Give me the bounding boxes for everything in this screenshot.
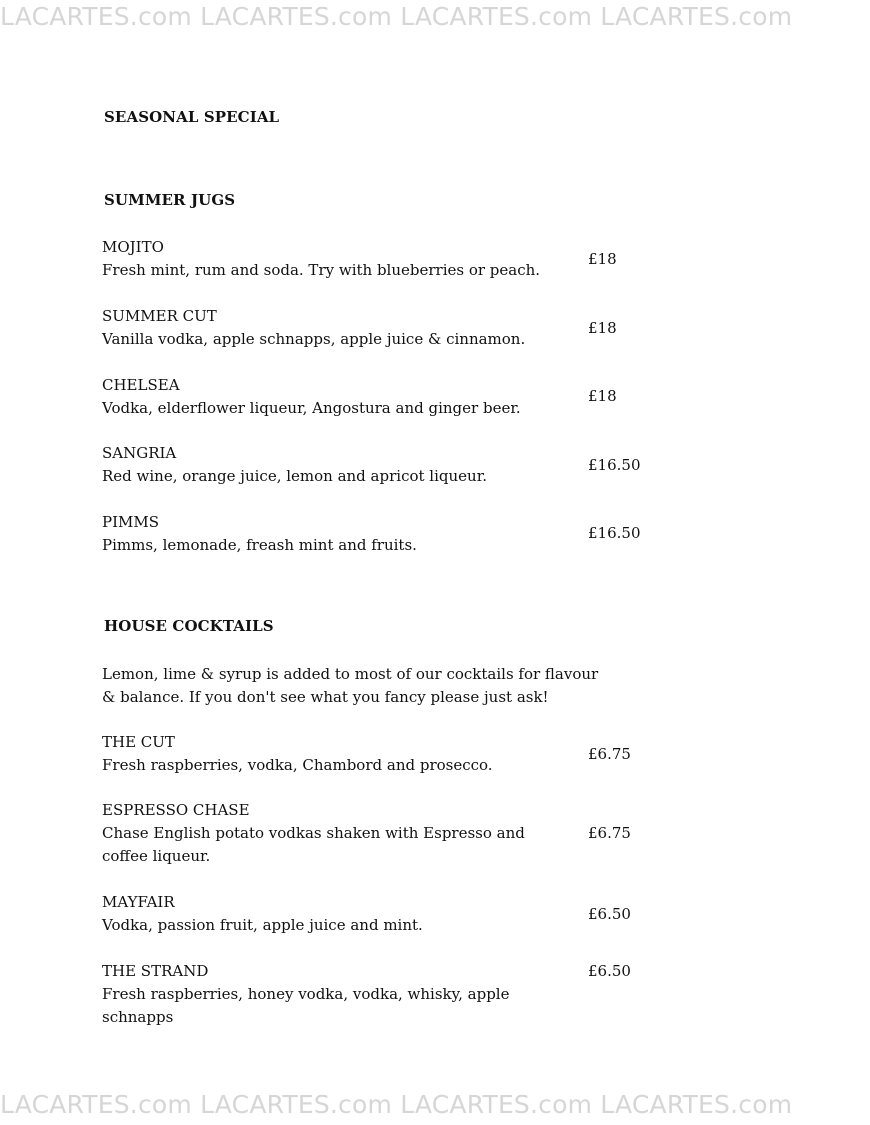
item-description: Fresh raspberries, honey vodka, vodka, whisky, apple schnapps [102,985,510,1026]
item-name: THE STRAND [102,962,209,980]
item-description: Fresh raspberries, vodka, Chambord and prosecco. [102,756,493,774]
item-price: £18 [588,319,617,337]
item-price: £6.50 [588,962,631,980]
item-description: Red wine, orange juice, lemon and apricot liqueur. [102,467,487,485]
item-price: £6.50 [588,905,631,923]
watermark-bottom: LACARTES.com LACARTES.com LACARTES.com LACARTES.com [0,1090,793,1119]
item-name: CHELSEA [102,376,180,394]
section-heading-house-cocktails: HOUSE COCKTAILS [104,617,274,635]
item-description: Pimms, lemonade, freash mint and fruits. [102,536,417,554]
item-price: £16.50 [588,456,641,474]
item-description: Vodka, elderflower liqueur, Angostura and ginger beer. [102,399,521,417]
item-price: £16.50 [588,524,641,542]
item-description: Fresh mint, rum and soda. Try with blueberries or peach. [102,261,541,279]
section-heading-seasonal-special: SEASONAL SPECIAL [104,108,280,126]
item-name: SUMMER CUT [102,307,217,325]
item-price: £6.75 [588,824,631,842]
item-name: ESPRESSO CHASE [102,801,250,819]
item-description: Chase English potato vodkas shaken with Espresso and coffee liqueur. [102,824,525,865]
item-price: £18 [588,250,617,268]
item-price: £18 [588,387,617,405]
item-description: Vanilla vodka, apple schnapps, apple juice & cinnamon. [102,330,526,348]
item-name: PIMMS [102,513,160,531]
item-price: £6.75 [588,745,631,763]
item-name: MAYFAIR [102,893,175,911]
cocktails-note: Lemon, lime & syrup is added to most of our cocktails for flavour & balance. If you don't see what you fancy please just ask! [102,665,599,706]
item-name: THE CUT [102,733,175,751]
item-name: MOJITO [102,238,164,256]
item-name: SANGRIA [102,444,177,462]
item-description: Vodka, passion fruit, apple juice and mint. [102,916,423,934]
section-heading-summer-jugs: SUMMER JUGS [104,191,236,209]
watermark-top: LACARTES.com LACARTES.com LACARTES.com LACARTES.com [0,2,793,31]
